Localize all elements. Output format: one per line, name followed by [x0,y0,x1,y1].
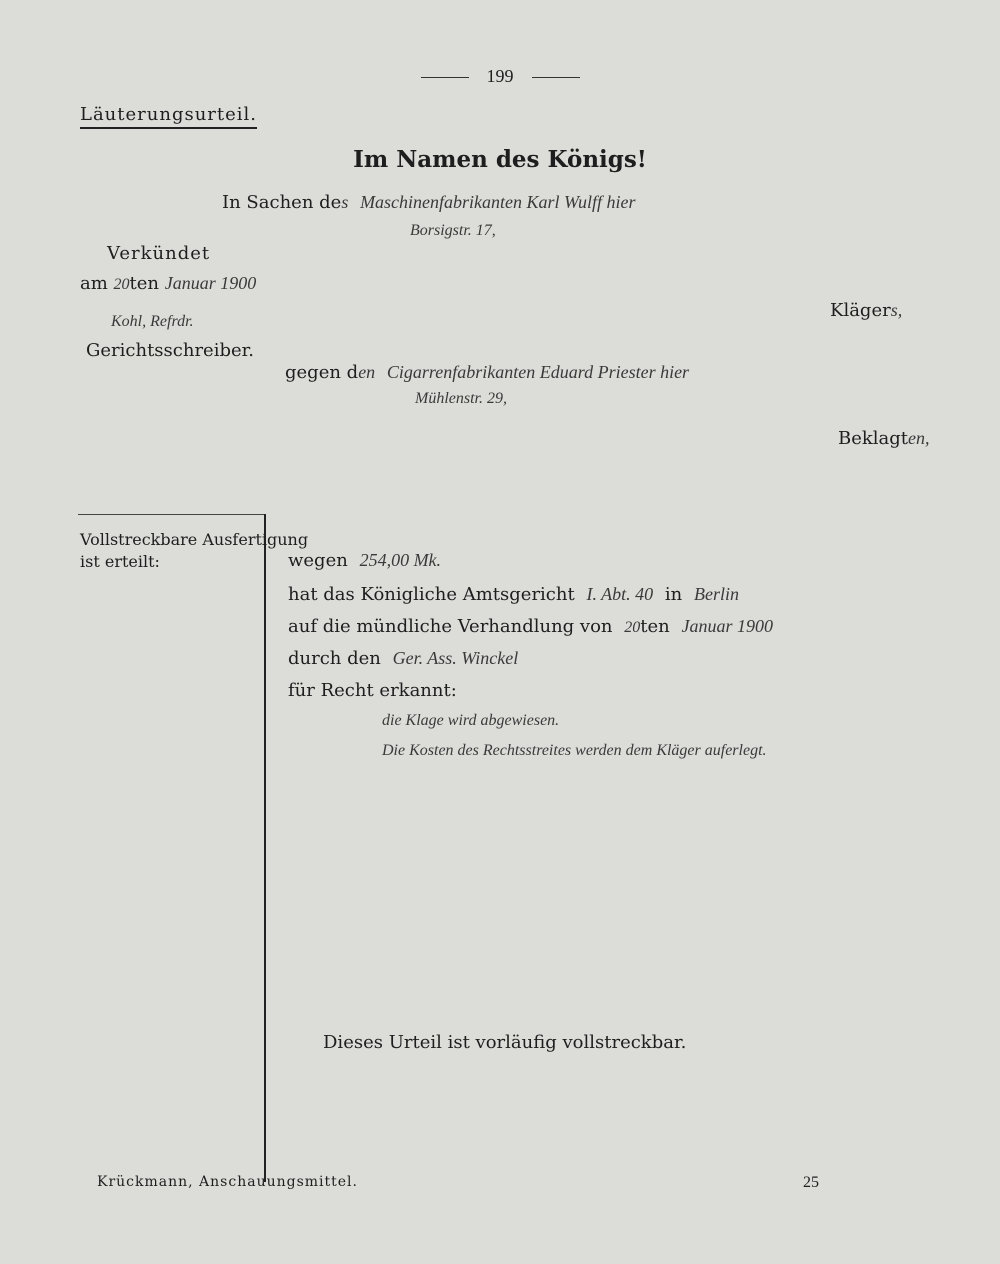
defendant-role-prefix: Beklagt [838,428,909,449]
court-in: in [664,584,683,605]
verkuendet-label: Verkündet [107,243,211,264]
execution-box-line2: ist erteilt: [80,552,160,571]
court-line [288,584,739,605]
hearing-day: 20 [624,619,641,636]
verdict-line1: die Klage wird abgewiesen. [382,712,560,729]
gegen-prefix: gegen d [285,362,359,383]
plaintiff-address: Borsigstr. 17, [410,222,496,239]
in-sachen-line [222,192,636,213]
court-city: Berlin [693,584,739,604]
hearing-month-year: Januar 1900 [681,616,773,636]
enforceable-statement: Dieses Urteil ist vorläufig vollstreckbar. [323,1032,687,1053]
plaintiff-role [830,300,902,321]
judge-line [288,648,518,669]
hearing-ten: ten [640,616,670,637]
defendant-name: Cigarrenfabrikanten Eduard Priester hier [386,362,690,382]
gegen-suffix: en [358,362,376,382]
headline: Im Namen des Königs! [353,146,647,173]
plaintiff-name: Maschinenfabrikanten Karl Wulff hier [360,192,636,212]
verkuendet-day: 20 [113,276,130,293]
imprint: Krückmann, Anschauungsmittel. [97,1174,358,1190]
hearing-prefix: auf die mündliche Verhandlung von [288,616,613,637]
gegen-line [285,362,689,383]
court-prefix: hat das Königliche Amtsgericht [288,584,575,605]
plaintiff-role-prefix: Kläger [830,300,891,321]
execution-box-top-rule [78,514,266,515]
verkuendet-date [80,273,256,294]
page-number-dash-right [532,77,580,78]
verkuendet-month-year: Januar 1900 [164,273,257,293]
defendant-role [838,428,930,449]
hearing-line [288,616,773,637]
in-sachen-suffix: s [341,192,349,212]
defendant-role-suffix: en, [908,428,930,448]
clerk-name: Kohl, Refrdr. [111,313,194,330]
page-number-dash-left [421,77,469,78]
execution-box-vertical-rule [264,514,266,1182]
judge-name: Ger. Ass. Winckel [392,648,519,668]
defendant-address: Mühlenstr. 29, [415,390,507,407]
page-number-text: 199 [486,66,514,86]
verkuendet-am: am [80,273,108,294]
verdict-label: für Recht erkannt: [288,680,457,701]
wegen-amount: 254,00 Mk. [359,550,442,570]
in-sachen-prefix: In Sachen de [222,192,342,213]
verkuendet-ten: ten [129,273,160,294]
clerk-title: Gerichtsschreiber. [86,340,254,361]
execution-box-line1: Vollstreckbare Ausfertigung [80,530,309,549]
judgment-type: Läuterungsurteil. [80,104,257,129]
judge-prefix: durch den [288,648,381,669]
sheet-number: 25 [803,1174,819,1191]
wegen-label: wegen [288,550,348,571]
plaintiff-role-suffix: s, [890,300,903,320]
page-number [0,66,1000,87]
court-dept: I. Abt. 40 [586,584,654,604]
verdict-line2: Die Kosten des Rechtsstreites werden dem Kläger auferlegt. [382,742,767,759]
wegen-line [288,550,441,571]
